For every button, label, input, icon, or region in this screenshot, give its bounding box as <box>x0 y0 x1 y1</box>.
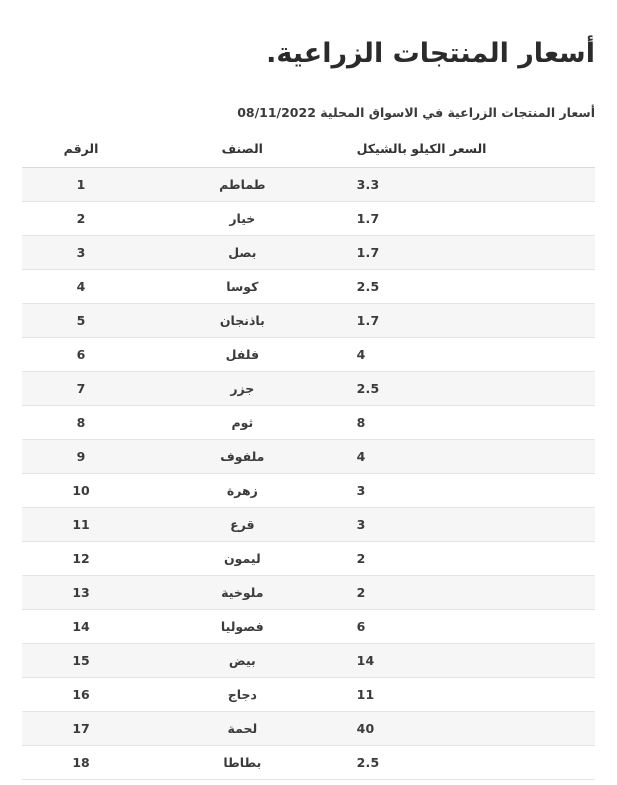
table-row <box>22 371 595 405</box>
page-title: أسعار المنتجات الزراعية. <box>266 38 595 70</box>
price-table-container <box>0 130 617 780</box>
cell-price: 40 <box>345 711 595 745</box>
table-row <box>22 167 595 201</box>
table-row <box>22 507 595 541</box>
cell-item: خيار <box>140 201 345 235</box>
cell-number: 3 <box>22 235 140 269</box>
cell-item: كوسا <box>140 269 345 303</box>
column-header-item: الصنف <box>140 130 345 168</box>
cell-number: 1 <box>22 167 140 201</box>
cell-item: بصل <box>140 235 345 269</box>
cell-number: 14 <box>22 609 140 643</box>
table-row <box>22 439 595 473</box>
cell-price: 1.7 <box>345 303 595 337</box>
cell-price: 14 <box>345 643 595 677</box>
cell-number: 4 <box>22 269 140 303</box>
cell-item: لحمة <box>140 711 345 745</box>
cell-number: 12 <box>22 541 140 575</box>
column-header-price: السعر الكيلو بالشيكل <box>345 130 595 168</box>
table-row <box>22 541 595 575</box>
cell-number: 16 <box>22 677 140 711</box>
table-row <box>22 575 595 609</box>
table-row <box>22 473 595 507</box>
cell-price: 4 <box>345 337 595 371</box>
cell-price: 4 <box>345 439 595 473</box>
table-row <box>22 711 595 745</box>
column-header-number: الرقم <box>22 130 140 168</box>
cell-number: 17 <box>22 711 140 745</box>
table-caption: أسعار المنتجات الزراعية في الاسواق المحلية 08/11/2022 <box>237 104 595 120</box>
cell-price: 3 <box>345 507 595 541</box>
cell-item: ملوخية <box>140 575 345 609</box>
cell-number: 18 <box>22 745 140 779</box>
cell-item: ثوم <box>140 405 345 439</box>
cell-number: 15 <box>22 643 140 677</box>
cell-number: 9 <box>22 439 140 473</box>
cell-item: ليمون <box>140 541 345 575</box>
cell-price: 1.7 <box>345 201 595 235</box>
cell-item: باذنجان <box>140 303 345 337</box>
cell-number: 11 <box>22 507 140 541</box>
cell-number: 5 <box>22 303 140 337</box>
cell-item: زهرة <box>140 473 345 507</box>
table-row <box>22 337 595 371</box>
table-header-row <box>22 130 595 168</box>
cell-price: 3 <box>345 473 595 507</box>
cell-price: 2.5 <box>345 371 595 405</box>
cell-price: 8 <box>345 405 595 439</box>
cell-item: بطاطا <box>140 745 345 779</box>
table-row <box>22 677 595 711</box>
cell-item: ملفوف <box>140 439 345 473</box>
cell-item: طماطم <box>140 167 345 201</box>
cell-price: 2.5 <box>345 269 595 303</box>
cell-number: 2 <box>22 201 140 235</box>
table-row <box>22 303 595 337</box>
agricultural-prices-table <box>22 130 595 780</box>
table-row <box>22 609 595 643</box>
cell-number: 6 <box>22 337 140 371</box>
cell-item: فصوليا <box>140 609 345 643</box>
cell-number: 8 <box>22 405 140 439</box>
cell-price: 1.7 <box>345 235 595 269</box>
table-row <box>22 201 595 235</box>
cell-price: 6 <box>345 609 595 643</box>
cell-number: 10 <box>22 473 140 507</box>
cell-price: 2.5 <box>345 745 595 779</box>
table-body <box>22 167 595 779</box>
document-page <box>0 18 617 785</box>
cell-price: 2 <box>345 575 595 609</box>
cell-item: جزر <box>140 371 345 405</box>
table-header <box>22 130 595 168</box>
cell-item: دجاج <box>140 677 345 711</box>
table-row <box>22 405 595 439</box>
cell-number: 13 <box>22 575 140 609</box>
table-row <box>22 269 595 303</box>
cell-item: فلفل <box>140 337 345 371</box>
cell-item: بيض <box>140 643 345 677</box>
table-row <box>22 745 595 779</box>
table-row <box>22 235 595 269</box>
cell-item: قرع <box>140 507 345 541</box>
cell-price: 2 <box>345 541 595 575</box>
cell-price: 11 <box>345 677 595 711</box>
cell-number: 7 <box>22 371 140 405</box>
table-row <box>22 643 595 677</box>
cell-price: 3.3 <box>345 167 595 201</box>
